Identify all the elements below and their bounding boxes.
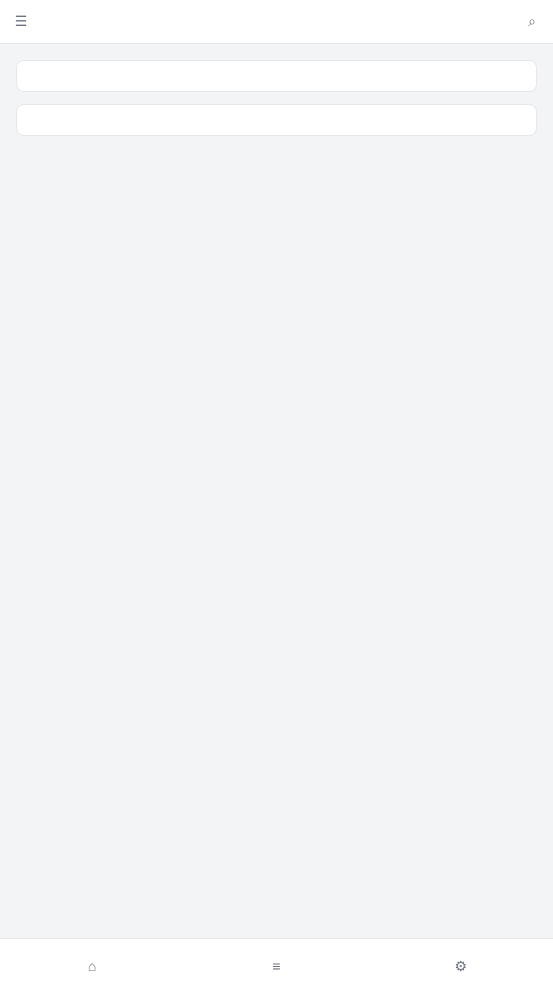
bottom-nav — [0, 938, 553, 995]
main-content — [0, 44, 553, 938]
nav-item-2[interactable] — [267, 957, 285, 977]
nav-item-3[interactable] — [452, 957, 470, 977]
list-icon: ≡ — [272, 958, 281, 974]
content-card[interactable] — [16, 60, 537, 92]
gear-icon: ⚙ — [454, 957, 468, 974]
search-icon[interactable]: ⌕ — [528, 13, 536, 29]
top-bar — [0, 0, 553, 44]
home-icon: ⌂ — [87, 958, 97, 974]
nav-item-1[interactable] — [83, 957, 101, 977]
menu-icon[interactable]: ☰ — [14, 13, 28, 29]
content-card[interactable] — [16, 104, 537, 136]
